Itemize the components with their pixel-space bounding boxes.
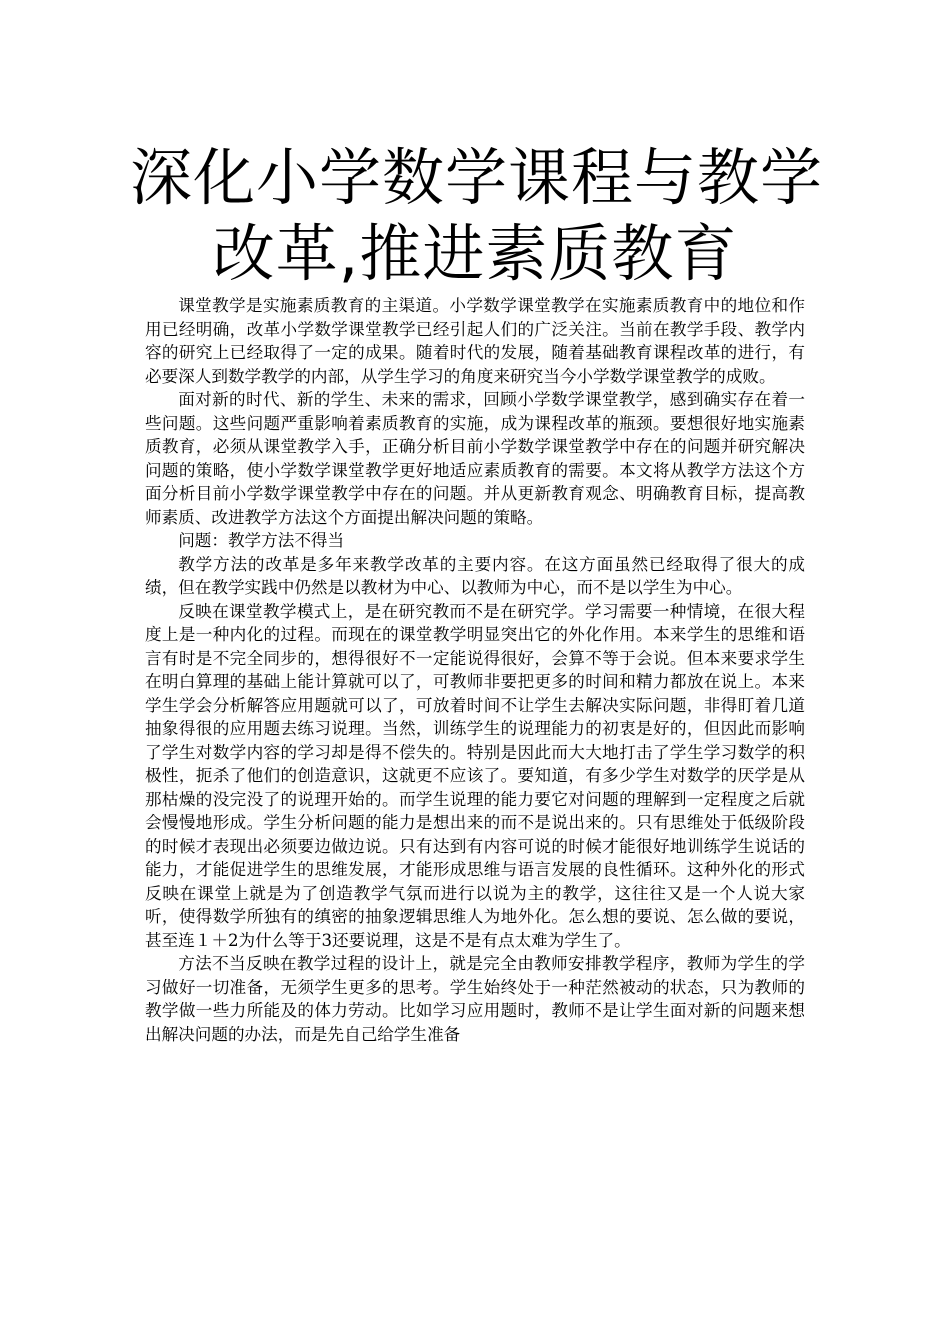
document-title [130,140,824,292]
paragraph-method-reform: 教学方法的改革是多年来教学改革的主要内容。在这方面虽然已经取得了很大的成绩，但在教学实践中仍然是以教材为中心、以教师为中心，而不是以学生为中心。 [145,554,805,597]
paragraph-intro: 课堂教学是实施素质教育的主渠道。小学数学课堂教学在实施素质教育中的地位和作用已经明确，改革小学数学课堂教学已经引起人们的广泛关注。当前在教学手段、教学内容的研究上已经取得了一定的成果。随着时代的发展，随着基础教育课程改革的进行，有必要深人到数学教学的内部，从学生学习的角度来研究当今小学数学课堂教学的成败。 [145,296,805,386]
paragraph-teaching-model: 反映在课堂教学模式上，是在研究教而不是在研究学。学习需要一种情境，在很大程度上是一种内化的过程。而现在的课堂教学明显突出它的外化作用。本来学生的思维和语言有时是不完全同步的，想得很好不一定能说得很好，会算不等于会说。但本来要求学生在明白算理的基础上能计算就可以了，可教师非要把更多的时间和精力都放在说上。本来学生学会分析解答应用题就可以了，可放着时间不让学生去解决实际问题，非得盯着几道抽象得很的应用题去练习说理。当然，训练学生的说理能力的初衷是好的，但因此而影响了学生对数学内容的学习却是得不偿失的。特别是因此而大大地打击了学生学习数学的积极性，扼杀了他们的创造意识，这就更不应该了。要知道，有多少学生对数学的厌学是从那枯燥的没完没了的说理开始的。而学生说理的能力要它对问题的理解到一定程度之后就会慢慢地形成。学生分析问题的能力是想出来的而不是说出来的。只有思维处于低级阶段的时候才表现出必须要边做边说。只有达到有内容可说的时候才能很好地训练学生说话的能力，才能促进学生的思维发展，才能形成思维与语言发展的良性循环。这种外化的形式反映在课堂上就是为了创造教学气氛而进行以说为主的教学，这往往又是一个人说大家听，使得数学所独有的缜密的抽象逻辑思维人为地外化。怎么想的要说、怎么做的要说，甚至连１＋2为什么等于3还要说理，这是不是有点太难为学生了。 [145,601,805,950]
document-body [145,294,805,1046]
title-line-1: 深化小学数学课程与教学 [130,141,824,214]
title-line-2: 改革,推进素质教育 [212,217,738,290]
paragraph-problems-overview: 面对新的时代、新的学生、未来的需求，回顾小学数学课堂教学，感到确实存在着一些问题。这些问题严重影响着素质教育的实施，成为课程改革的瓶颈。要想很好地实施素质教育，必须从课堂教学入手，正确分析目前小学数学课堂教学中存在的问题并研究解决问题的策略，使小学数学课堂教学更好地适应素质教育的需要。本文将从教学方法这个方面分析目前小学数学课堂教学中存在的问题。并从更新教育观念、明确教育目标，提高教师素质、改进教学方法这个方面提出解决问题的策略。 [145,390,805,527]
section-heading: 问题：教学方法不得当 [178,531,345,550]
paragraph-process-design: 方法不当反映在教学过程的设计上，就是完全由教师安排教学程序，教师为学生的学习做好一切准备，无须学生更多的思考。学生始终处于一种茫然被动的状态，只为教师的教学做一些力所能及的体力劳动。比如学习应用题时，教师不是让学生面对新的问题来想出解决问题的办法，而是先自己给学生准备 [145,954,805,1044]
